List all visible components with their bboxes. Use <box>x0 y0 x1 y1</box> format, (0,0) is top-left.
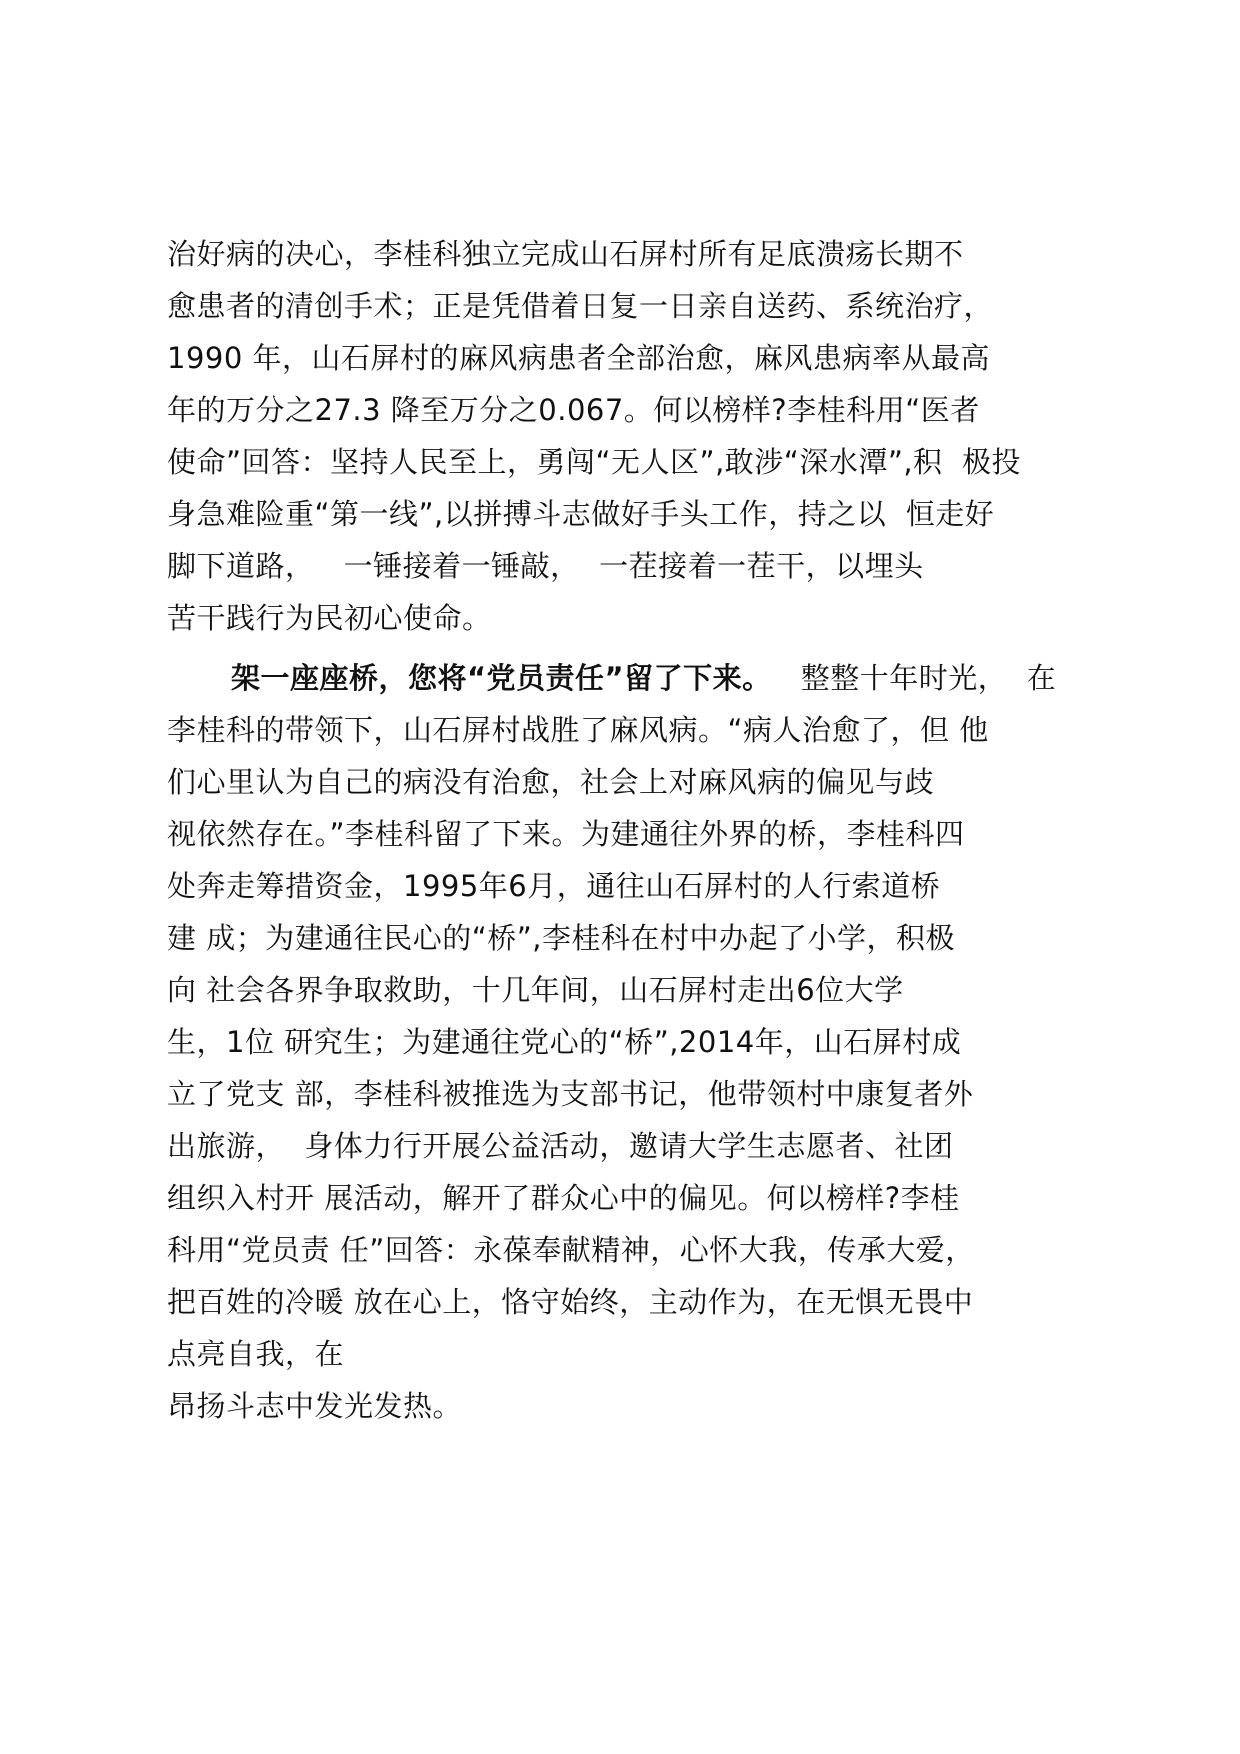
text-line: 立了党支 部，李桂科被推选为支部书记，他带领村中康复者外 <box>167 1077 974 1111</box>
text-line: 生，1位 研究生；为建通往党心的“桥”,2014年，山石屏村成 <box>167 1025 962 1059</box>
text-line: 点亮自我，在 <box>167 1337 345 1371</box>
text-line: 年的万分之27.3 降至万分之0.067。何以榜样?李桂科用“医者 <box>167 393 980 427</box>
text-line: 们心里认为自己的病没有治愈，社会上对麻风病的偏见与歧 <box>167 765 935 799</box>
text-line: 身急难险重“第一线”,以拼搏斗志做好手头工作，持之以 恒走好 <box>167 497 995 531</box>
text-line: 科用“党员责 任”回答：永葆奉献精神，心怀大我，传承大爱， <box>167 1233 975 1267</box>
text-line: 昂扬斗志中发光发热。 <box>167 1389 463 1423</box>
text-line: 把百姓的冷暖 放在心上，恪守始终，主动作为，在无惧无畏中 <box>167 1285 974 1319</box>
text-line: 1990 年，山石屏村的麻风病患者全部治愈，麻风患病率从最高 <box>167 341 991 375</box>
text-line: 愈患者的清创手术；正是凭借着日复一日亲自送药、系统治疗， <box>167 289 994 323</box>
paragraph-heading: 架一座座桥，您将“党员责任”留了下来。 <box>231 661 772 695</box>
paragraph-gap <box>167 644 1117 652</box>
heading-following-text: 整整十年时光， 在 <box>771 661 1057 695</box>
text-line: 使命”回答：坚持人民至上，勇闯“无人区”,敢涉“深水潭”,积 极投 <box>167 445 1021 479</box>
text-line: 视依然存在。”李桂科留了下来。为建通往外界的桥，李桂科四 <box>167 817 965 851</box>
text-line: 组织入村开 展活动，解开了群众心中的偏见。何以榜样?李桂 <box>167 1181 960 1215</box>
text-line: 李桂科的带领下，山石屏村战胜了麻风病。“病人治愈了，但 他 <box>167 713 989 747</box>
text-line: 处奔走筹措资金，1995年6月，通往山石屏村的人行索道桥 <box>167 869 941 903</box>
paragraph-2 <box>167 652 1117 1432</box>
paragraph-first-line <box>167 652 1117 704</box>
paragraph-1 <box>167 228 1117 644</box>
text-line: 苦干践行为民初心使命。 <box>167 601 492 635</box>
text-line: 出旅游， 身体力行开展公益活动，邀请大学生志愿者、社团 <box>167 1129 954 1163</box>
text-line: 脚下道路， 一锤接着一锤敲， 一茬接着一茬干，以埋头 <box>167 549 924 583</box>
text-line: 建 成；为建通往民心的“桥”,李桂科在村中办起了小学，积极 <box>167 921 955 955</box>
body-text <box>167 228 1117 1432</box>
text-line: 向 社会各界争取救助，十几年间，山石屏村走出6位大学 <box>167 973 904 1007</box>
text-line: 治好病的决心，李桂科独立完成山石屏村所有足底溃疡长期不 <box>167 237 964 271</box>
